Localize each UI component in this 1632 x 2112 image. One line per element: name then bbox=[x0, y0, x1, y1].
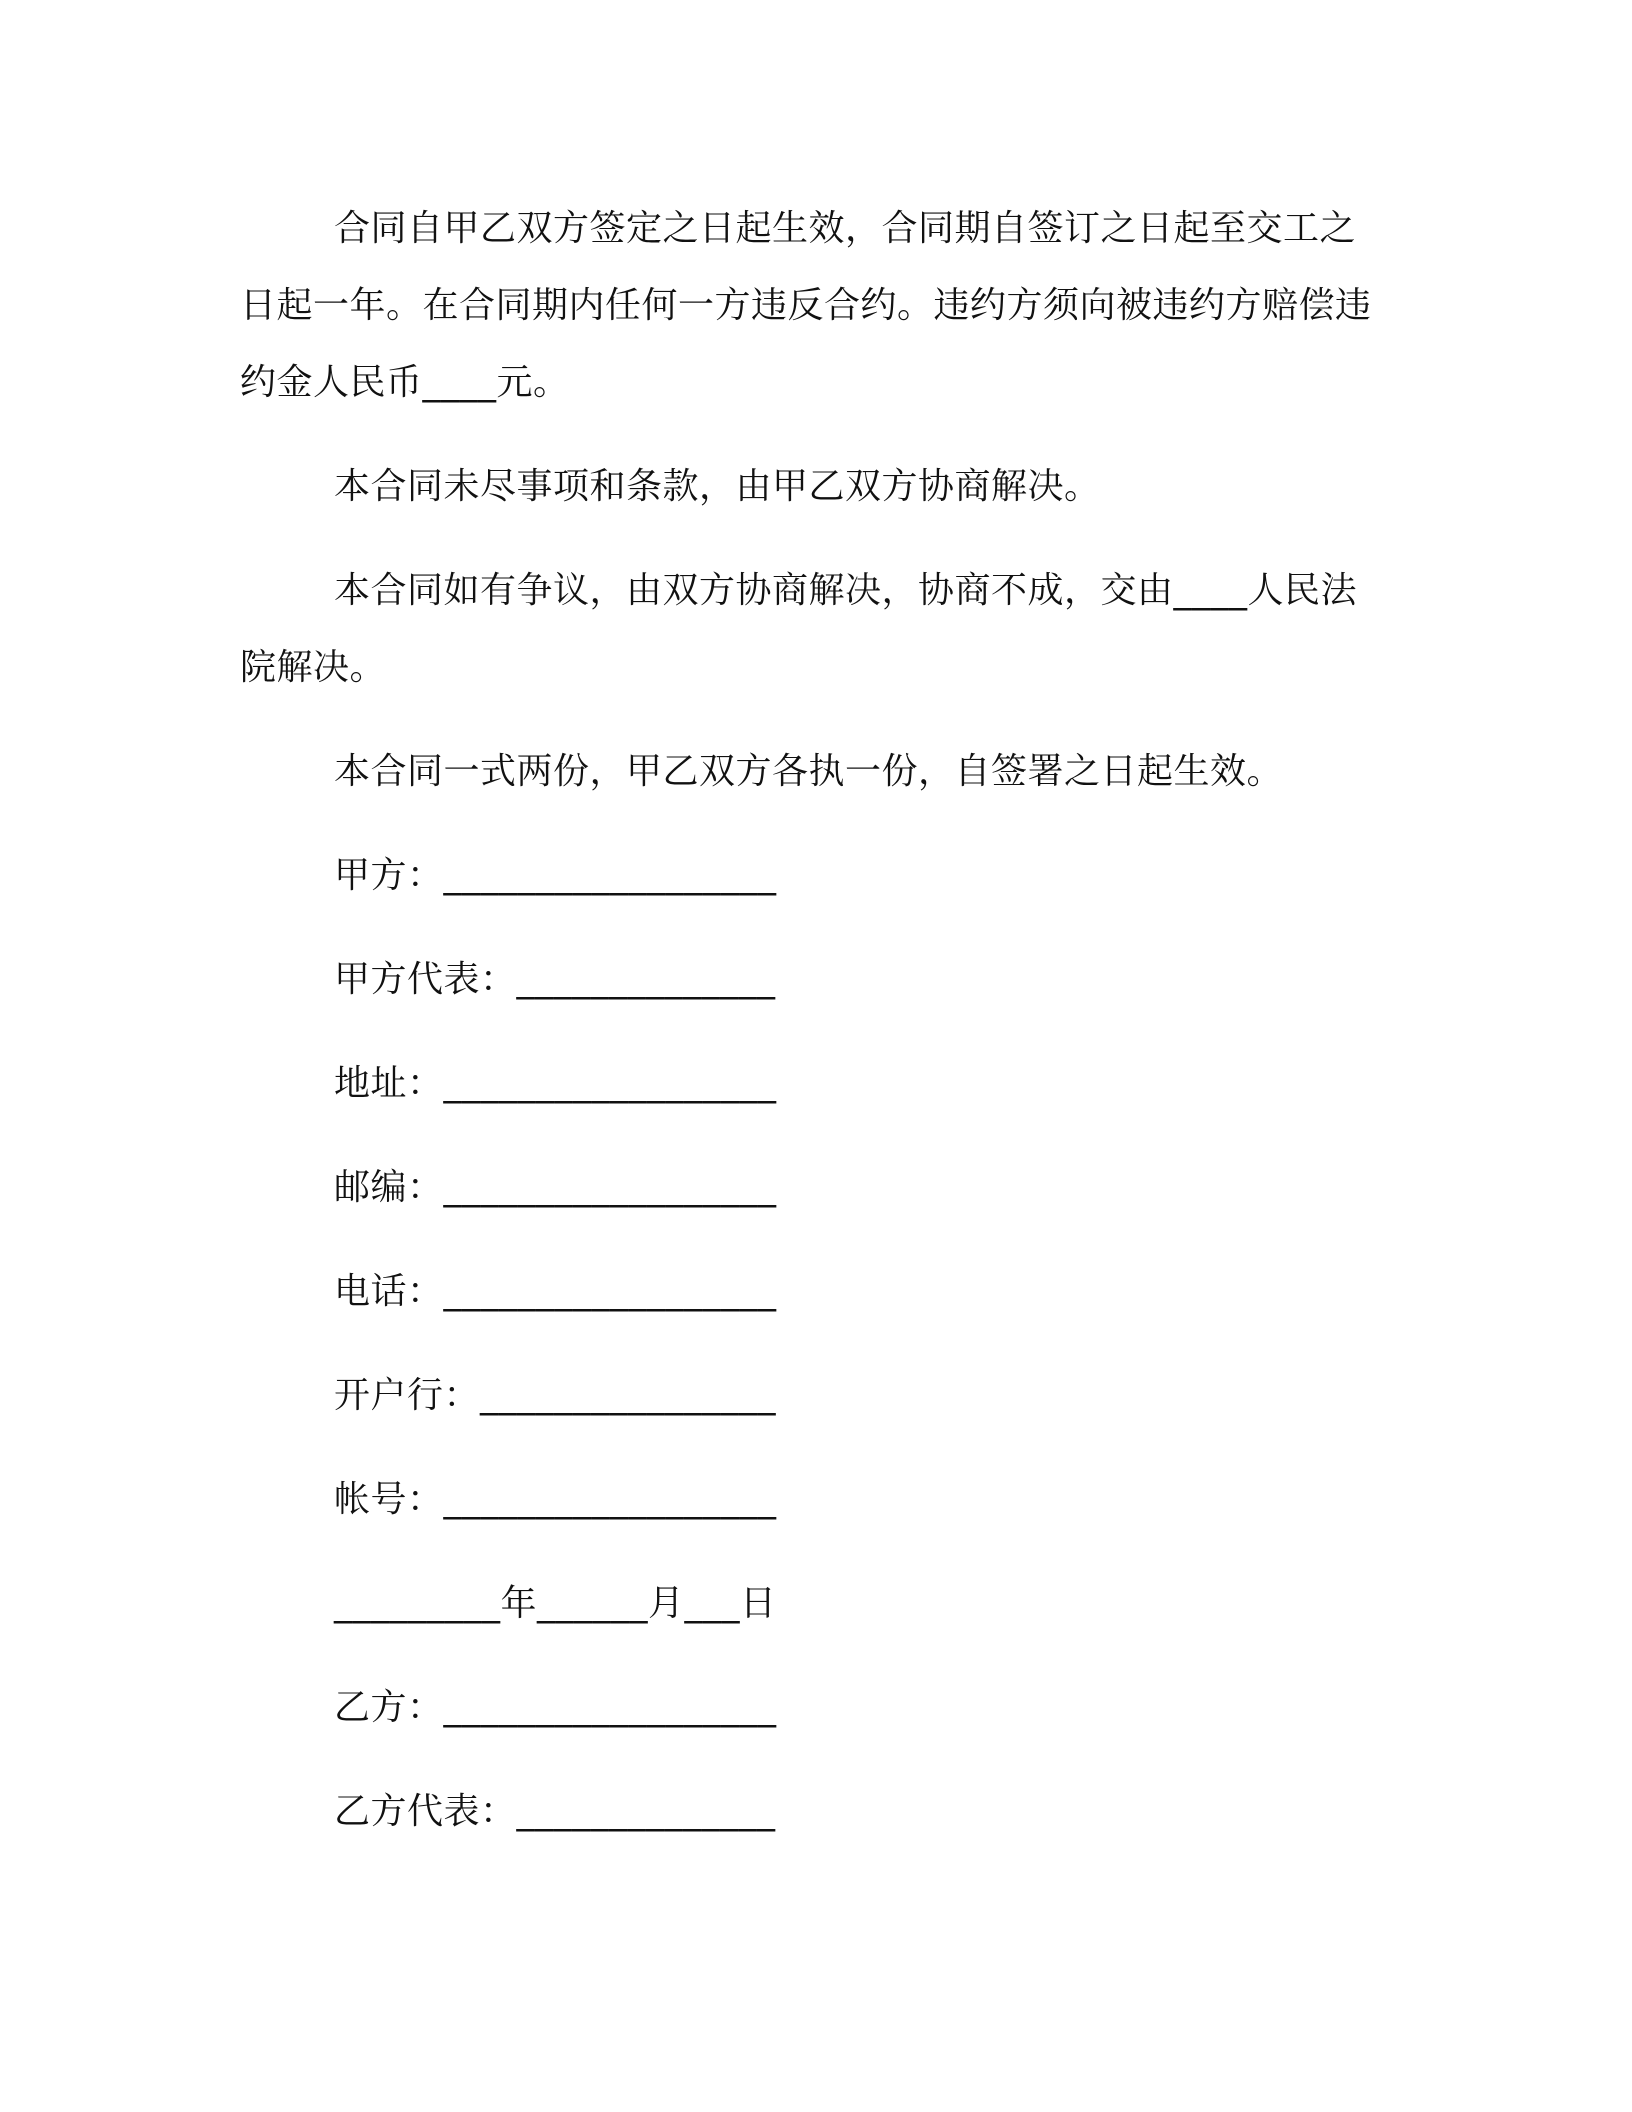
paragraph-effective-date: 合同自甲乙双方签定之日起生效，合同期自签订之日起至交工之日起一年。在合同期内任何一方违反合约。违约方须向被违约方赔偿违约金人民币____元。 bbox=[240, 208, 1372, 403]
field-party-a bbox=[240, 837, 1380, 941]
field-party-b-representative bbox=[240, 1773, 1380, 1877]
paragraph-unresolved-matters: 本合同未尽事项和条款，由甲乙双方协商解决。 bbox=[334, 466, 1101, 507]
field-label: 地址： bbox=[334, 1063, 444, 1104]
date-line bbox=[240, 1565, 1380, 1669]
field-blank: __________________ bbox=[443, 1479, 777, 1520]
field-label: 甲方： bbox=[334, 855, 444, 896]
field-label: 电话： bbox=[334, 1271, 444, 1312]
field-party-a-representative bbox=[240, 941, 1380, 1045]
field-label: 甲方代表： bbox=[334, 959, 517, 1000]
field-label: 邮编： bbox=[334, 1167, 444, 1208]
field-phone bbox=[240, 1253, 1380, 1357]
field-blank: __________________ bbox=[443, 1167, 777, 1208]
field-label: 开户行： bbox=[334, 1375, 481, 1416]
field-blank: ______________ bbox=[516, 1791, 776, 1832]
field-label: 乙方： bbox=[334, 1687, 444, 1728]
field-address bbox=[240, 1045, 1380, 1149]
field-postcode bbox=[240, 1149, 1380, 1253]
field-party-b bbox=[240, 1669, 1380, 1773]
paragraph-dispute: 本合同如有争议，由双方协商解决，协商不成，交由____人民法院解决。 bbox=[240, 570, 1358, 688]
paragraph-copies: 本合同一式两份，甲乙双方各执一份，自签署之日起生效。 bbox=[334, 751, 1284, 792]
field-label: 帐号： bbox=[334, 1479, 444, 1520]
field-blank: __________________ bbox=[443, 855, 777, 896]
field-bank bbox=[240, 1357, 1380, 1461]
field-label: 乙方代表： bbox=[334, 1791, 517, 1832]
field-blank: __________________ bbox=[443, 1271, 777, 1312]
field-blank: ______________ bbox=[516, 959, 776, 1000]
field-blank: __________________ bbox=[443, 1063, 777, 1104]
field-blank: ________________ bbox=[480, 1375, 777, 1416]
contract-body bbox=[240, 190, 1380, 1877]
field-account bbox=[240, 1461, 1380, 1565]
field-blank: __________________ bbox=[443, 1687, 777, 1728]
date-text: _________年______月___日 bbox=[334, 1583, 777, 1624]
